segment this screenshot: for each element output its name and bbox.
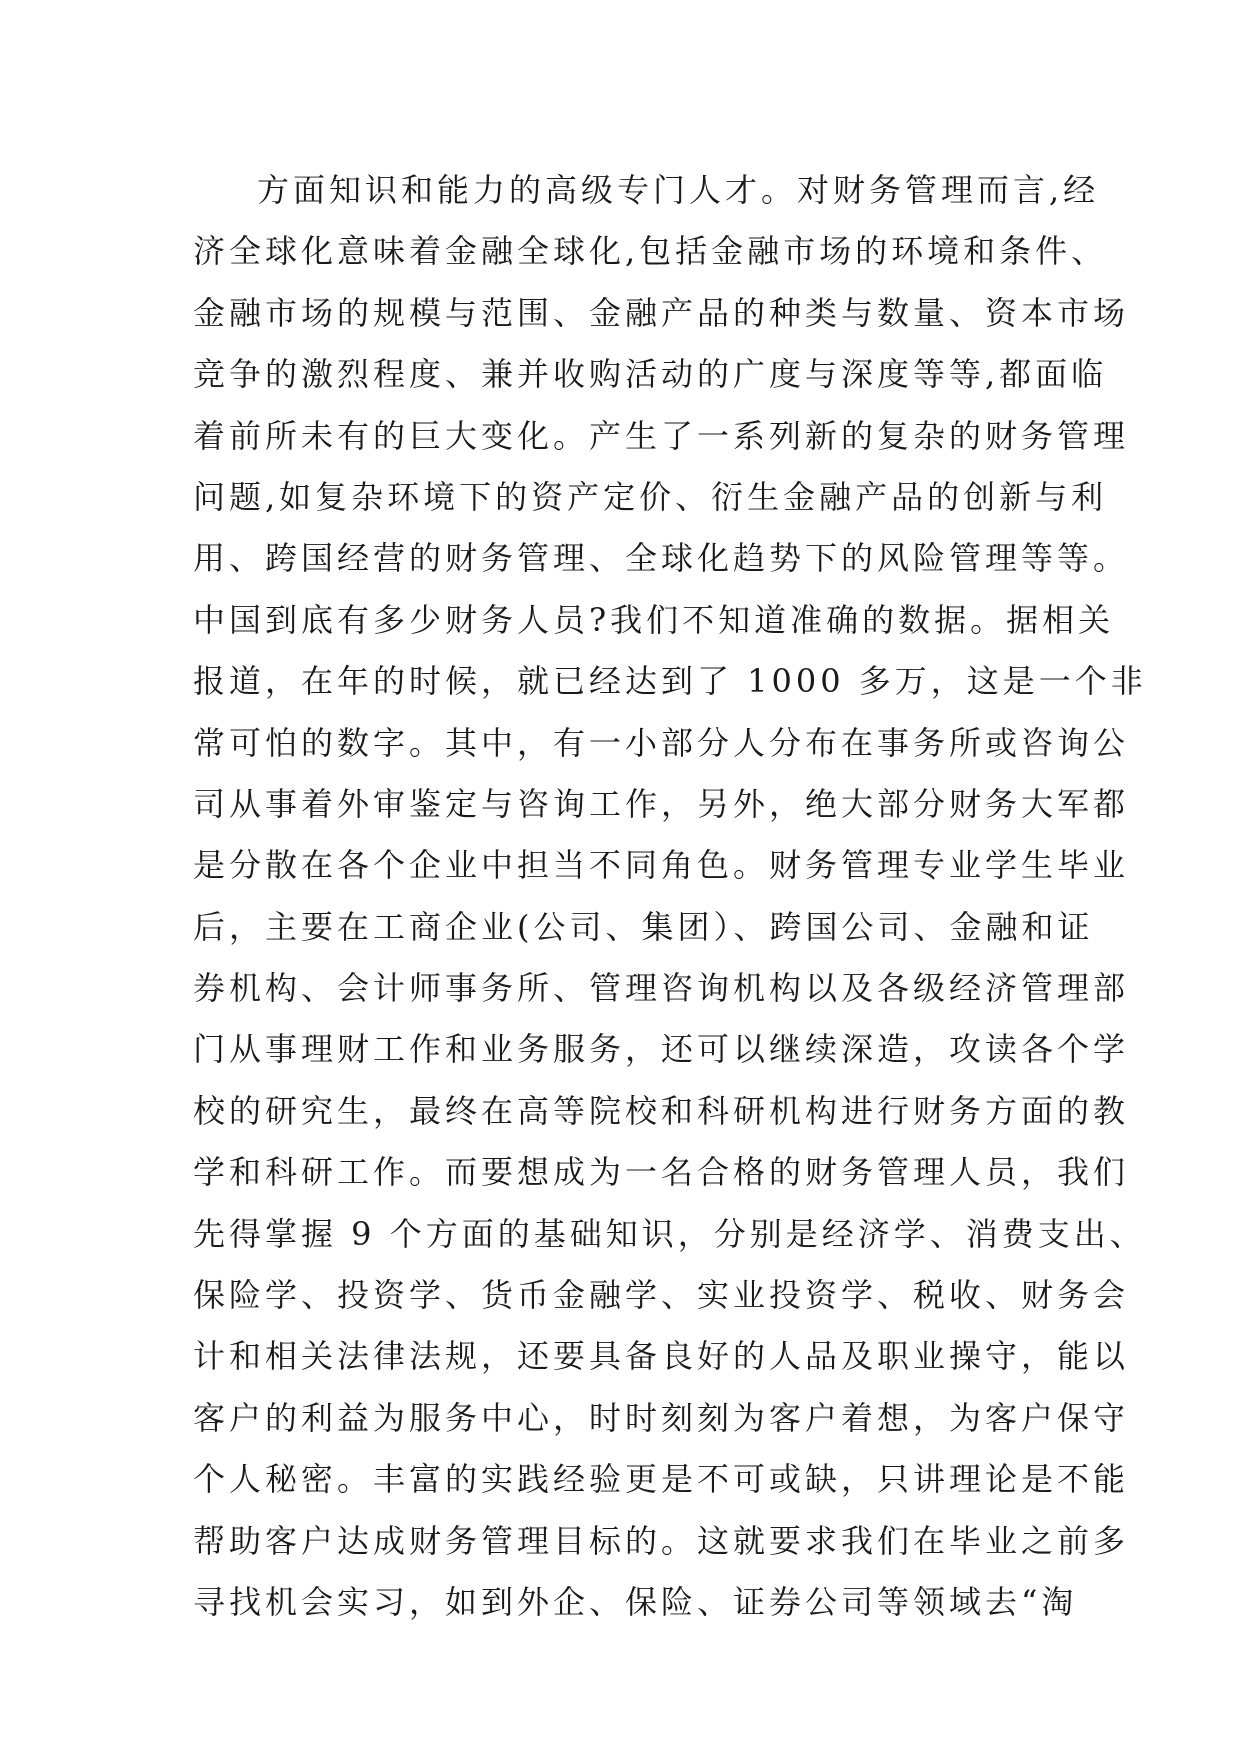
text-line: 着前所未有的巨大变化。产生了一系列新的复杂的财务管理 <box>193 416 1130 455</box>
text-line: 金融市场的规模与范围、金融产品的种类与数量、资本市场 <box>193 293 1130 332</box>
text-line: 方面知识和能力的高级专门人才。对财务管理而言,经 <box>257 171 1100 209</box>
text-line: 券机构、会计师事务所、管理咨询机构以及各级经济管理部 <box>193 969 1130 1008</box>
text-line: 门从事理财工作和业务服务，还可以继续深造，攻读各个学 <box>193 1030 1130 1069</box>
text-line: 校的研究生，最终在高等院校和科研机构进行财务方面的教 <box>193 1091 1130 1130</box>
text-line: 竞争的激烈程度、兼并收购活动的广度与深度等等,都面临 <box>193 355 1108 394</box>
text-line: 保险学、投资学、货币金融学、实业投资学、税收、财务会 <box>193 1276 1130 1315</box>
body-text <box>193 160 1147 1633</box>
text-line: 中国到底有多少财务人员?我们不知道准确的数据。据相关 <box>193 600 1115 639</box>
text-line: 报道，在年的时候，就已经达到了 1000 多万，这是一个非 <box>193 662 1147 701</box>
text-line: 济全球化意味着金融全球化,包括金融市场的环境和条件、 <box>193 232 1108 271</box>
text-line: 问题,如复杂环境下的资产定价、衍生金融产品的创新与利 <box>193 477 1108 516</box>
text-line: 寻找机会实习，如到外企、保险、证券公司等领域去“淘 <box>193 1582 1078 1621</box>
text-line: 后，主要在工商企业(公司、集团）、跨国公司、金融和证 <box>193 907 1094 946</box>
text-line: 司从事着外审鉴定与咨询工作，另外，绝大部分财务大军都 <box>193 784 1130 823</box>
text-line: 先得掌握 9 个方面的基础知识，分别是经济学、消费支出、 <box>193 1214 1146 1253</box>
text-line: 帮助客户达成财务管理目标的。这就要求我们在毕业之前多 <box>193 1521 1130 1560</box>
text-line: 个人秘密。丰富的实践经验更是不可或缺，只讲理论是不能 <box>193 1460 1130 1499</box>
text-line: 客户的利益为服务中心，时时刻刻为客户着想，为客户保守 <box>193 1398 1130 1437</box>
text-line: 学和科研工作。而要想成为一名合格的财务管理人员，我们 <box>193 1153 1130 1192</box>
text-line: 计和相关法律法规，还要具备良好的人品及职业操守，能以 <box>193 1337 1130 1376</box>
text-line: 用、跨国经营的财务管理、全球化趋势下的风险管理等等。 <box>193 539 1130 578</box>
text-line: 是分散在各个企业中担当不同角色。财务管理专业学生毕业 <box>193 846 1130 885</box>
text-line: 常可怕的数字。其中，有一小部分人分布在事务所或咨询公 <box>193 723 1130 762</box>
